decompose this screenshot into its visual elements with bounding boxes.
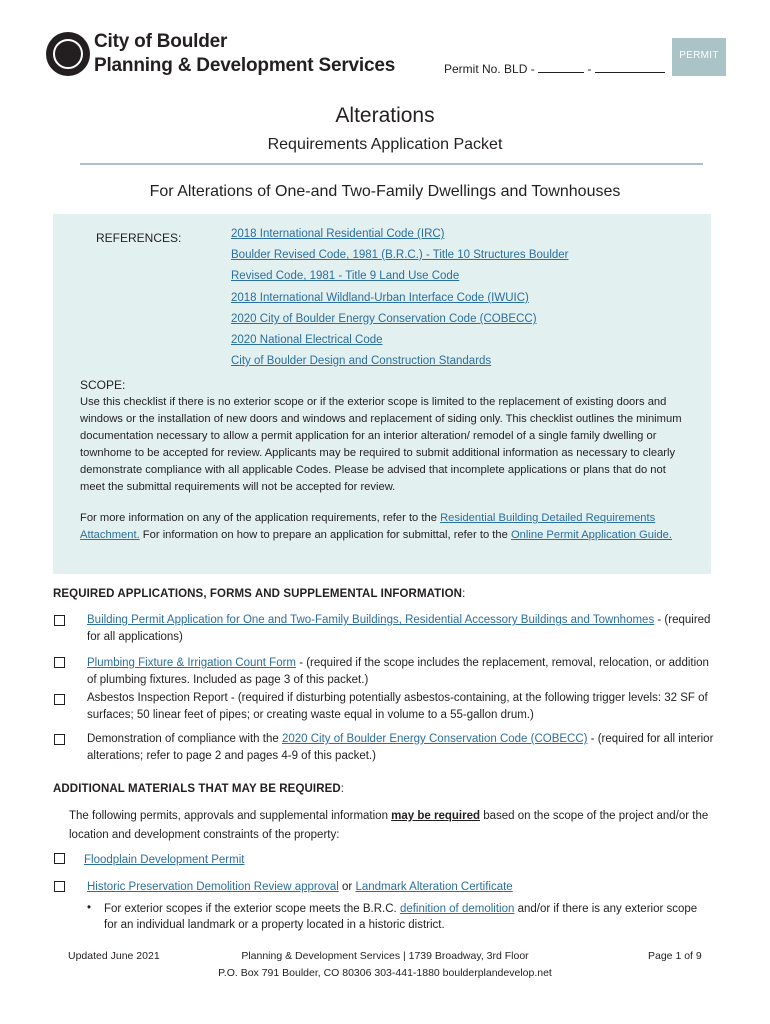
more-info-text-1: For more information on any of the application requirements, refer to the xyxy=(80,512,441,524)
bullet-marker: • xyxy=(87,902,92,914)
additional-heading xyxy=(53,783,344,795)
reference-link-brc-title10[interactable]: Boulder Revised Code, 1981 (B.R.C.) - Title 10 Structures Boulder xyxy=(231,249,569,261)
historic-subitem xyxy=(104,901,704,933)
section-subheading: For Alterations of One-and Two-Family Dwellings and Townhouses xyxy=(149,183,621,200)
reference-link-iwuic[interactable]: 2018 International Wildland-Urban Interface Code (IWUIC) xyxy=(231,292,529,304)
permit-number-blank-2[interactable] xyxy=(595,62,665,73)
permit-number-label: Permit No. BLD - xyxy=(444,62,539,76)
footer-updated: Updated June 2021 xyxy=(68,950,160,962)
required-item-text: - (required for all interior alterations; refer to page 2 and pages 4-9 of this packet.) xyxy=(87,733,714,762)
required-heading-colon: : xyxy=(462,588,466,600)
more-info-paragraph xyxy=(80,510,680,544)
additional-item-historic xyxy=(87,879,717,896)
footer-address-line2: P.O. Box 791 Boulder, CO 80306 303-441-1880 boulderplandevelop.net xyxy=(218,967,552,979)
checkbox-historic-preservation[interactable] xyxy=(54,881,65,892)
scope-label: SCOPE: xyxy=(80,378,126,392)
page-subtitle: Requirements Application Packet xyxy=(267,136,503,153)
checkbox-plumbing-form[interactable] xyxy=(54,657,65,668)
page-title: Alterations xyxy=(335,104,435,127)
scope-text: Use this checklist if there is no exterior scope or if the exterior scope is limited to the replacement of existing doors and windows or the installation of new doors and windows and replacement of siding only. This checklist outlines the minimum documentation necessary to allow a permit application for an interior alteration/ remodel of a single family dwelling or townhome to be accepted for review. Applicants may be required to submit additional information as necessary to clearly demonstrate compliance with all applicable Codes. Please be advised that incomplete applications or plans that do not meet the submittal requirements will not be accepted for review. xyxy=(80,396,682,493)
required-item-building-permit xyxy=(87,612,717,646)
required-item-plumbing xyxy=(87,655,717,689)
online-guide-link[interactable]: Online Permit Application Guide. xyxy=(510,529,673,541)
footer-address-line1: Planning & Development Services | 1739 Broadway, 3rd Floor xyxy=(241,950,529,962)
permit-number-sep: - xyxy=(584,62,595,76)
subitem-text-2: and/or if there is any exterior scope for an individual landmark or a property located in a historic district. xyxy=(104,903,698,931)
required-item-text: - (required if the scope includes the replacement, removal, relocation, or addition of plumbing fixtures. Included as page 3 of this packet.) xyxy=(87,657,709,686)
permit-tag: PERMIT xyxy=(672,38,726,76)
detailed-requirements-link[interactable]: Residential Building Detailed Requirements Attachment. xyxy=(80,512,656,541)
checkbox-asbestos-report[interactable] xyxy=(54,694,65,705)
building-permit-link[interactable]: Building Permit Application for One and Two-Family Buildings, Residential Accessory Buildings and Townhomes xyxy=(87,614,655,626)
additional-item-mid: or xyxy=(338,881,356,893)
references-label: REFERENCES: xyxy=(96,231,182,245)
org-name-line2: Planning & Development Services xyxy=(94,55,396,76)
required-item-prefix: Demonstration of compliance with the xyxy=(87,733,282,745)
historic-demolition-link[interactable]: Historic Preservation Demolition Review approval xyxy=(87,881,339,893)
intro-emphasis: may be required xyxy=(391,810,481,822)
additional-item-floodplain xyxy=(84,852,714,869)
subitem-text-1: For exterior scopes if the exterior scope meets the B.R.C. xyxy=(104,903,400,915)
permit-number-field[interactable] xyxy=(444,62,665,76)
floodplain-permit-link[interactable]: Floodplain Development Permit xyxy=(84,854,245,866)
city-seal-icon xyxy=(46,32,90,76)
intro-text-1: The following permits, approvals and supplemental information xyxy=(69,810,392,822)
required-item-text: - (required for all applications) xyxy=(87,614,711,643)
checkbox-floodplain[interactable] xyxy=(54,853,65,864)
reference-link-nec[interactable]: 2020 National Electrical Code xyxy=(231,334,383,346)
org-name-line1: City of Boulder xyxy=(94,31,228,52)
demolition-definition-link[interactable]: definition of demolition xyxy=(399,903,515,915)
required-heading xyxy=(53,588,465,600)
reference-link-irc[interactable]: 2018 International Residential Code (IRC) xyxy=(231,228,445,240)
more-info-text-2: For information on how to prepare an application for submittal, refer to the xyxy=(139,529,511,541)
required-item-cobecc xyxy=(87,731,717,765)
checkbox-cobecc-compliance[interactable] xyxy=(54,734,65,745)
reference-link-design-standards[interactable]: City of Boulder Design and Construction Standards xyxy=(231,355,492,367)
required-item-asbestos: Asbestos Inspection Report - (required if disturbing potentially asbestos-containing, at the following trigger levels: 32 SF of surfaces; 50 linear feet of pipes; or creating waste equal in volume to a 55-gallon drum.) xyxy=(87,692,708,721)
plumbing-form-link[interactable]: Plumbing Fixture & Irrigation Count Form xyxy=(87,657,296,669)
reference-link-cobecc[interactable]: 2020 City of Boulder Energy Conservation Code (COBECC) xyxy=(231,313,537,325)
required-heading-text: REQUIRED APPLICATIONS, FORMS AND SUPPLEMENTAL INFORMATION xyxy=(53,588,463,600)
additional-heading-text: ADDITIONAL MATERIALS THAT MAY BE REQUIRED xyxy=(53,783,341,795)
additional-heading-colon: : xyxy=(340,783,345,795)
reference-link-brc-title9[interactable]: Revised Code, 1981 - Title 9 Land Use Code xyxy=(231,270,460,282)
intro-text-2: based on the scope of the project and/or the location and development constraints of the property: xyxy=(69,810,709,841)
cobecc-link[interactable]: 2020 City of Boulder Energy Conservation Code (COBECC) xyxy=(281,733,588,745)
permit-number-blank-1[interactable] xyxy=(538,62,584,73)
landmark-certificate-link[interactable]: Landmark Alteration Certificate xyxy=(355,881,513,893)
checkbox-building-permit[interactable] xyxy=(54,615,65,626)
footer-page-number: Page 1 of 9 xyxy=(648,950,702,962)
title-divider xyxy=(80,163,703,165)
additional-intro xyxy=(69,807,709,845)
